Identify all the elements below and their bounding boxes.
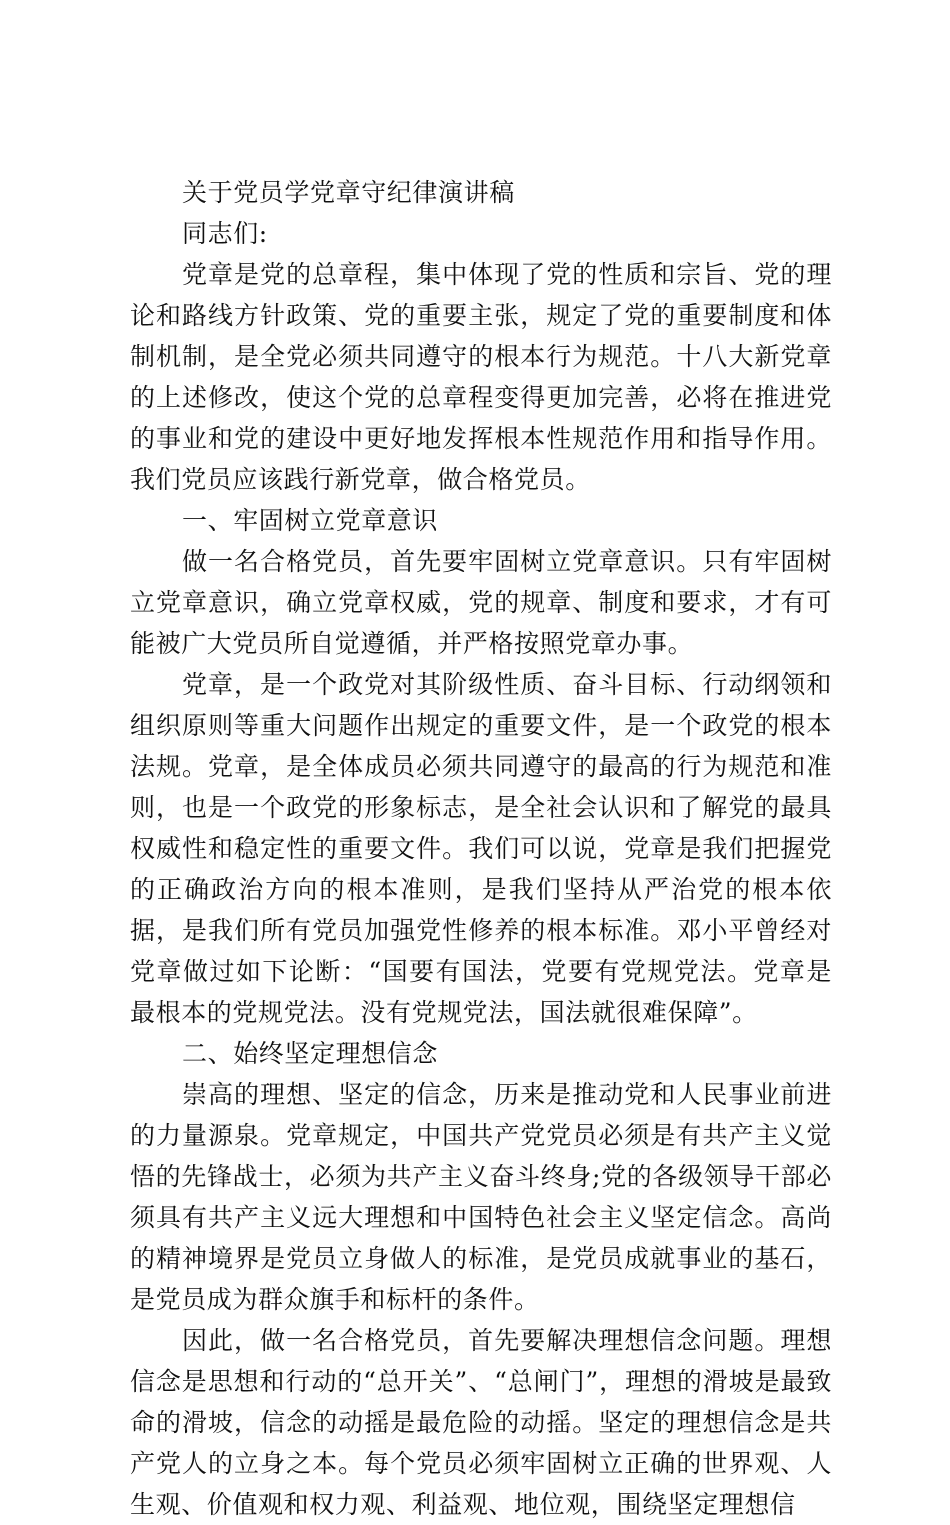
document-title: 关于党员学党章守纪律演讲稿 (182, 178, 515, 207)
paragraph: 崇高的理想、坚定的信念，历来是推动党和人民事业前进的力量源泉。党章规定，中国共产党党员必须是有共产主义觉悟的先锋战士，必须为共产主义奋斗终身;党的各级领导干部必须具有共产主义远大理想和中国特色社会主义坚定信念。高尚的精神境界是党员立身做人的标准，是党员成就事业的基石，是党员成为群众旗手和标杆的条件。 (130, 1080, 832, 1314)
salutation: 同志们: (182, 219, 268, 248)
paragraph: 因此，做一名合格党员，首先要解决理想信念问题。理想信念是思想和行动的“总开关”、“总闸门”，理想的滑坡是最致命的滑坡，信念的动摇是最危险的动摇。坚定的理想信念是共产党人的立身之本。每个党员必须牢固树立正确的世界观、人生观、价值观和权力观、利益观、地位观，围绕坚定理想信 (130, 1326, 832, 1519)
paragraph: 党章，是一个政党对其阶级性质、奋斗目标、行动纲领和组织原则等重大问题作出规定的重要文件，是一个政党的根本法规。党章，是全体成员必须共同遵守的最高的行为规范和准则，也是一个政党的形象标志，是全社会认识和了解党的最具权威性和稳定性的重要文件。我们可以说，党章是我们把握党的正确政治方向的根本准则，是我们坚持从严治党的根本依据，是我们所有党员加强党性修养的根本标准。邓小平曾经对党章做过如下论断：“国要有国法，党要有党规党法。党章是最根本的党规党法。没有党规党法，国法就很难保障”。 (130, 670, 832, 1027)
paragraph: 做一名合格党员，首先要牢固树立党章意识。只有牢固树立党章意识，确立党章权威，党的规章、制度和要求，才有可能被广大党员所自觉遵循，并严格按照党章办事。 (130, 547, 832, 658)
section-heading-2: 二、始终坚定理想信念 (182, 1039, 439, 1068)
paragraph-intro: 党章是党的总章程，集中体现了党的性质和宗旨、党的理论和路线方针政策、党的重要主张，规定了党的重要制度和体制机制，是全党必须共同遵守的根本行为规范。十八大新党章的上述修改，使这个党的总章程变得更加完善，必将在推进党的事业和党的建设中更好地发挥根本性规范作用和指导作用。我们党员应该践行新党章，做合格党员。 (130, 260, 832, 494)
document-body (130, 172, 832, 1525)
section-heading-1: 一、牢固树立党章意识 (182, 506, 439, 535)
